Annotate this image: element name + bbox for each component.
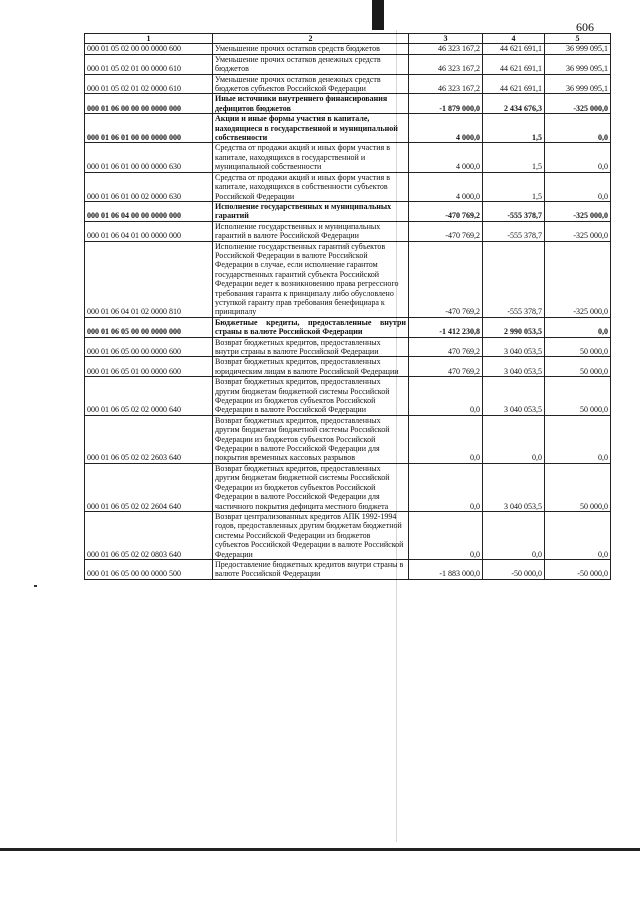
row-value-col3: 46 323 167,2	[409, 74, 483, 94]
row-value-col5: 50 000,0	[545, 337, 611, 357]
row-name-cell: Возврат бюджетных кредитов, предоставленных юридическим лицам в валюте Российской Федерации	[213, 357, 409, 377]
row-code-cell: 000 01 06 01 00 02 0000 630	[85, 172, 213, 201]
row-value-col4: 1,5	[483, 143, 545, 172]
header-col-3: 3	[409, 34, 483, 44]
row-code-cell: 000 01 06 05 01 00 0000 600	[85, 357, 213, 377]
table-row	[85, 415, 611, 463]
header-row	[85, 34, 611, 44]
header-col-4: 4	[483, 34, 545, 44]
table-row	[85, 54, 611, 74]
row-value-col5: 0,0	[545, 415, 611, 463]
table-row	[85, 201, 611, 221]
row-value-col5: -325 000,0	[545, 201, 611, 221]
row-value-col5: 50 000,0	[545, 357, 611, 377]
row-value-col3: -470 769,2	[409, 201, 483, 221]
row-value-col3: 46 323 167,2	[409, 44, 483, 54]
row-name-cell: Возврат бюджетных кредитов, предоставленных другим бюджетам бюджетной системы Российской Федерации из бюджетов субъектов Российской Федерации в валюте Российской Федерации	[213, 377, 409, 416]
row-value-col5: -325 000,0	[545, 221, 611, 241]
table-body	[85, 44, 611, 579]
row-value-col3: -470 769,2	[409, 221, 483, 241]
row-value-col4: 3 040 053,5	[483, 377, 545, 416]
header-col-1: 1	[85, 34, 213, 44]
row-value-col3: 0,0	[409, 463, 483, 511]
row-value-col3: 4 000,0	[409, 114, 483, 143]
row-name-cell: Средства от продажи акций и иных форм участия в капитале, находящихся в государственной и муниципальной собственности	[213, 143, 409, 172]
table-row	[85, 357, 611, 377]
row-value-col4: 44 621 691,1	[483, 74, 545, 94]
row-value-col3: 46 323 167,2	[409, 54, 483, 74]
row-value-col4: 44 621 691,1	[483, 44, 545, 54]
row-value-col4: 3 040 053,5	[483, 463, 545, 511]
row-name-cell: Исполнение государственных гарантий субъектов Российской Федерации в валюте Российской Федерации в случае, если исполнение гарантом государственных гарантий субъекта Российской Федерации ведет к возникновению права регрессного требования гаранта к принципалу либо обусловлено уступкой гаранту прав требования бенефициара к принципалу	[213, 241, 409, 317]
row-code-cell: 000 01 06 00 00 00 0000 000	[85, 94, 213, 114]
table-row	[85, 337, 611, 357]
table-row	[85, 44, 611, 54]
row-code-cell: 000 01 06 04 01 02 0000 810	[85, 241, 213, 317]
table-row	[85, 377, 611, 416]
row-value-col5: 0,0	[545, 114, 611, 143]
row-value-col5: -50 000,0	[545, 559, 611, 579]
page-bottom-border	[0, 848, 640, 851]
row-name-cell: Уменьшение прочих остатков средств бюджетов	[213, 44, 409, 54]
table-row	[85, 74, 611, 94]
row-value-col5: 0,0	[545, 143, 611, 172]
row-value-col4: 2 990 053,5	[483, 317, 545, 337]
row-value-col5: 36 999 095,1	[545, 74, 611, 94]
table-row	[85, 559, 611, 579]
row-code-cell: 000 01 06 05 00 00 0000 500	[85, 559, 213, 579]
row-name-cell: Иные источники внутреннего финансирования дефицитов бюджетов	[213, 94, 409, 114]
table-row	[85, 143, 611, 172]
row-name-cell: Средства от продажи акций и иных форм участия в капитале, находящихся в собственности субъектов Российской Федерации	[213, 172, 409, 201]
row-value-col3: -1 879 000,0	[409, 94, 483, 114]
row-value-col3: 0,0	[409, 415, 483, 463]
table-row	[85, 317, 611, 337]
table-row	[85, 114, 611, 143]
row-value-col3: 4 000,0	[409, 143, 483, 172]
header-col-5: 5	[545, 34, 611, 44]
row-code-cell: 000 01 05 02 01 00 0000 610	[85, 54, 213, 74]
row-value-col3: -1 412 230,8	[409, 317, 483, 337]
budget-sources-table	[84, 33, 611, 580]
row-name-cell: Возврат бюджетных кредитов, предоставленных другим бюджетам бюджетной системы Российской Федерации из бюджетов субъектов Российской Федерации в валюте Российской Федерации для частичного покрытия дефицита местного бюджета	[213, 463, 409, 511]
row-code-cell: 000 01 06 01 00 00 0000 000	[85, 114, 213, 143]
row-value-col4: 1,5	[483, 172, 545, 201]
row-value-col4: -50 000,0	[483, 559, 545, 579]
row-value-col5: -325 000,0	[545, 94, 611, 114]
row-value-col4: 2 434 676,3	[483, 94, 545, 114]
row-value-col3: 0,0	[409, 511, 483, 559]
row-value-col4: -555 378,7	[483, 221, 545, 241]
scan-artifact-bar	[372, 0, 384, 30]
row-value-col4: 1,5	[483, 114, 545, 143]
row-name-cell: Бюджетные кредиты, предоставленные внутри страны в валюте Российской Федерации	[213, 317, 409, 337]
row-name-cell: Уменьшение прочих остатков денежных средств бюджетов	[213, 54, 409, 74]
row-name-cell: Возврат бюджетных кредитов, предоставленных внутри страны в валюте Российской Федерации	[213, 337, 409, 357]
row-value-col3: 470 769,2	[409, 357, 483, 377]
row-code-cell: 000 01 06 04 00 00 0000 000	[85, 201, 213, 221]
row-value-col4: 0,0	[483, 511, 545, 559]
table-row	[85, 241, 611, 317]
row-code-cell: 000 01 06 05 02 02 0000 640	[85, 377, 213, 416]
scan-speck	[34, 585, 37, 587]
row-name-cell: Уменьшение прочих остатков денежных средств бюджетов субъектов Российской Федерации	[213, 74, 409, 94]
row-name-cell: Возврат централизованных кредитов АПК 1992-1994 годов, предоставленных другим бюджетам бюджетной системы Российской Федерации из бюджетов субъектов Российской Федерации в валюте Российской Федерации	[213, 511, 409, 559]
row-name-cell: Исполнение государственных и муниципальных гарантий	[213, 201, 409, 221]
row-value-col3: 4 000,0	[409, 172, 483, 201]
row-code-cell: 000 01 06 05 02 02 2604 640	[85, 463, 213, 511]
row-value-col4: 3 040 053,5	[483, 337, 545, 357]
row-value-col3: -1 883 000,0	[409, 559, 483, 579]
row-code-cell: 000 01 05 02 01 02 0000 610	[85, 74, 213, 94]
row-code-cell: 000 01 06 05 02 02 0803 640	[85, 511, 213, 559]
row-code-cell: 000 01 06 05 00 00 0000 600	[85, 337, 213, 357]
row-value-col5: 0,0	[545, 172, 611, 201]
row-value-col5: 50 000,0	[545, 377, 611, 416]
row-value-col5: 50 000,0	[545, 463, 611, 511]
header-col-2: 2	[213, 34, 409, 44]
row-code-cell: 000 01 06 01 00 00 0000 630	[85, 143, 213, 172]
row-value-col4: -555 378,7	[483, 201, 545, 221]
row-name-cell: Возврат бюджетных кредитов, предоставленных другим бюджетам бюджетной системы Российской Федерации из бюджетов субъектов Российской Федерации в валюте Российской Федерации для покрытия временных кассовых разрывов	[213, 415, 409, 463]
page-number: 606	[576, 20, 594, 34]
row-code-cell: 000 01 05 02 00 00 0000 600	[85, 44, 213, 54]
table-row	[85, 94, 611, 114]
row-value-col4: 44 621 691,1	[483, 54, 545, 74]
row-value-col4: -555 378,7	[483, 241, 545, 317]
row-value-col3: -470 769,2	[409, 241, 483, 317]
row-value-col3: 470 769,2	[409, 337, 483, 357]
row-name-cell: Акции и иные формы участия в капитале, находящиеся в государственной и муниципальной собственности	[213, 114, 409, 143]
row-name-cell: Предоставление бюджетных кредитов внутри страны в валюте Российской Федерации	[213, 559, 409, 579]
row-value-col3: 0,0	[409, 377, 483, 416]
row-value-col4: 0,0	[483, 415, 545, 463]
table-row	[85, 221, 611, 241]
table-row	[85, 463, 611, 511]
table-row	[85, 511, 611, 559]
row-value-col5: 36 999 095,1	[545, 54, 611, 74]
row-value-col4: 3 040 053,5	[483, 357, 545, 377]
table-row	[85, 172, 611, 201]
row-value-col5: 36 999 095,1	[545, 44, 611, 54]
row-code-cell: 000 01 06 05 00 00 0000 000	[85, 317, 213, 337]
row-code-cell: 000 01 06 04 01 00 0000 000	[85, 221, 213, 241]
row-code-cell: 000 01 06 05 02 02 2603 640	[85, 415, 213, 463]
row-value-col5: -325 000,0	[545, 241, 611, 317]
row-value-col5: 0,0	[545, 317, 611, 337]
row-value-col5: 0,0	[545, 511, 611, 559]
row-name-cell: Исполнение государственных и муниципальных гарантий в валюте Российской Федерации	[213, 221, 409, 241]
